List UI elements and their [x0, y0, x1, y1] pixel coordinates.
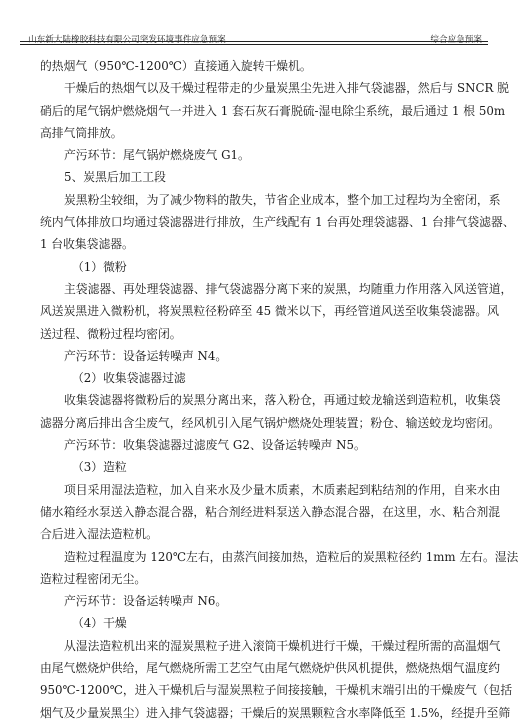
text-line: 烟气及少量炭黑尘）进入排气袋滤器；干燥后的炭黑颗粒含水率降低至 1.5%，经提升至筛	[40, 705, 511, 720]
text-line: 产污环节：尾气锅炉燃烧废气 G1。	[64, 148, 250, 163]
header-doc-type: 综合应急预案	[430, 35, 482, 45]
text-line: 硝后的尾气锅炉燃烧烟气一并进入 1 套石灰石膏脱硫-湿电除尘系统，最后通过 1 根 50m	[40, 103, 506, 118]
text-line: 造粒过程密闭无尘。	[40, 571, 147, 586]
text-line: 统内气体排放口均通过袋滤器进行排放，生产线配有 1 台再处理袋滤器、1 台排气袋滤器、	[40, 215, 515, 230]
text-line: 产污环节：收集袋滤器过滤废气 G2、设备运转噪声 N5。	[64, 438, 366, 453]
text-line: 由尾气燃烧炉供给，尾气燃烧所需工艺空气由尾气燃烧炉供风机提供，燃烧热烟气温度约	[40, 661, 501, 676]
text-line: 主袋滤器、再处理袋滤器、排气袋滤器分离下来的炭黑，均随重力作用落入风送管道，	[64, 281, 513, 296]
text-line: 5、炭黑后加工工段	[64, 170, 166, 185]
text-line: 滤器分离后排出含尘废气，经风机引入尾气锅炉燃烧处理装置；粉仓、输送蛟龙均密闭。	[40, 415, 501, 430]
text-line: （2）收集袋滤器过滤	[72, 371, 186, 386]
text-line: 产污环节：设备运转噪声 N6。	[64, 594, 228, 609]
text-line: （3）造粒	[72, 460, 127, 475]
text-line: 的热烟气（950℃-1200℃）直接通入旋转干燥机。	[40, 59, 312, 73]
text-line: 产污环节：设备运转噪声 N4。	[64, 348, 228, 363]
text-line: 合后进入湿法造粒机。	[40, 527, 158, 542]
text-line: 储水箱经水泵送入静态混合器，粘合剂经进料泵送入静态混合器，在这里，水、粘合剂混	[40, 504, 501, 519]
text-line: 炭黑粉尘较细，为了减少物料的散失，节省企业成本，整个加工过程均为全密闭，系	[64, 192, 501, 207]
text-line: 送过程、微粉过程均密闭。	[40, 326, 182, 341]
text-line: 950℃-1200℃，进入干燥机后与湿炭黑粒子间接接触，干燥机末端引出的干燥废气（包括	[40, 683, 513, 698]
text-line: （1）微粉	[72, 259, 127, 274]
text-line: 造粒过程温度为 120℃左右，由蒸汽间接加热，造粒后的炭黑粒径约 1mm 左右。湿法	[64, 549, 518, 564]
text-line: 高排气筒排放。	[40, 125, 123, 140]
text-line: （4）干燥	[72, 616, 127, 631]
text-line: 干燥后的热烟气以及干燥过程带走的少量炭黑尘先进入排气袋滤器，然后与 SNCR 脱	[64, 81, 509, 96]
header-company-title: 山东新大陆橡胶科技有限公司突发环境事件应急预案	[28, 35, 226, 45]
text-line: 从湿法造粒机出来的湿炭黑粒子进入滚筒干燥机进行干燥，干燥过程所需的高温烟气	[64, 638, 501, 653]
text-line: 1 台收集袋滤器。	[40, 237, 134, 252]
page-header	[20, 0, 488, 45]
document-body	[40, 55, 518, 724]
text-line: 风送炭黑进入微粉机，将炭黑粒径粉碎至 45 微米以下，再经管道风送至收集袋滤器。风	[40, 304, 499, 319]
text-line: 项目采用湿法造粒，加入自来水及少量木质素，木质素起到粘结剂的作用，自来水由	[64, 482, 501, 497]
header-double-rule	[20, 41, 488, 42]
text-line: 收集袋滤器将微粉后的炭黑分离出来，落入粉仓，再通过蛟龙输送到造粒机，收集袋	[64, 393, 501, 408]
